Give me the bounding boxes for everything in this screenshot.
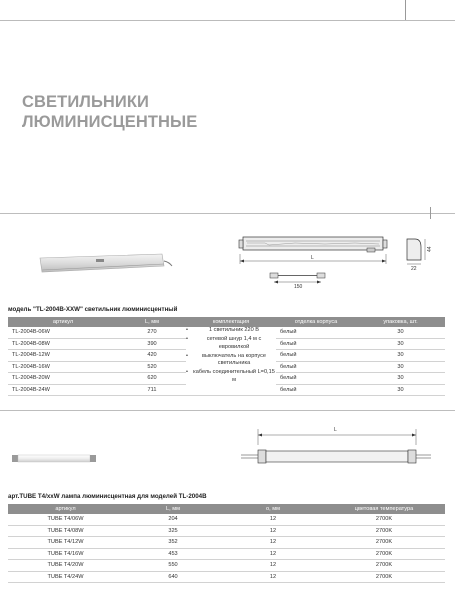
kit-item: • кабель соединительный L=0,15 м xyxy=(186,369,276,384)
table-row xyxy=(8,548,445,560)
cell-length: 352 xyxy=(123,537,223,549)
cell-finish: белый xyxy=(276,361,356,373)
drawing-l-label: L xyxy=(311,255,314,261)
cell-article: TUBE T4/20W xyxy=(8,560,123,572)
header-pack: упаковка, шт. xyxy=(356,317,445,327)
lamp-drawing xyxy=(236,415,436,480)
page-title-line-2: ЛЮМИНИСЦЕНТНЫЕ xyxy=(22,113,198,131)
cell-length: 640 xyxy=(123,571,223,583)
table-row xyxy=(8,560,445,572)
cell-pack: 30 xyxy=(356,350,445,362)
cell-length: 270 xyxy=(118,327,186,338)
cell-length: 711 xyxy=(118,384,186,396)
cell-diameter: 12 xyxy=(223,514,323,525)
cell-color-temp: 2700K xyxy=(323,548,445,560)
lamp-table-header xyxy=(8,504,445,514)
cell-pack: 30 xyxy=(356,327,445,338)
lamp-photo xyxy=(10,448,98,468)
cell-finish: белый xyxy=(276,350,356,362)
cell-color-temp: 2700K xyxy=(323,571,445,583)
cell-diameter: 12 xyxy=(223,525,323,537)
luminaire-drawing xyxy=(235,232,440,292)
table-row xyxy=(8,525,445,537)
drawing-width-label: 22 xyxy=(411,266,417,272)
cell-length: 550 xyxy=(123,560,223,572)
cell-diameter: 12 xyxy=(223,548,323,560)
section-1-rule xyxy=(0,213,455,214)
table-row xyxy=(8,537,445,549)
page-title-line-1: СВЕТИЛЬНИКИ xyxy=(22,93,150,111)
section-1-tick xyxy=(430,207,431,219)
cell-pack: 30 xyxy=(356,384,445,396)
lamp-table xyxy=(8,504,445,583)
section-2-caption: арт.TUBE T4/xxW лампа люминисцентная для моделей TL-2004B xyxy=(8,493,207,500)
drawing-height-label: 44 xyxy=(427,246,433,252)
cell-article: TL-2004B-06W xyxy=(8,327,118,338)
table-row xyxy=(8,571,445,583)
section-2-rule xyxy=(0,410,455,411)
cell-finish: белый xyxy=(276,384,356,396)
drawing-cord-label: 150 xyxy=(294,284,303,290)
top-tick xyxy=(405,0,406,20)
cell-article: TL-2004B-08W xyxy=(8,338,118,350)
cell-finish: белый xyxy=(276,338,356,350)
cell-pack: 30 xyxy=(356,361,445,373)
cell-length: 620 xyxy=(118,373,186,385)
header-article: артикул xyxy=(8,504,123,514)
cell-pack: 30 xyxy=(356,373,445,385)
cell-article: TL-2004B-20W xyxy=(8,373,118,385)
luminaire-table-header xyxy=(8,317,445,327)
kit-list xyxy=(186,327,276,396)
table-row xyxy=(8,514,445,525)
cell-color-temp: 2700K xyxy=(323,525,445,537)
cell-article: TUBE T4/24W xyxy=(8,571,123,583)
cell-length: 520 xyxy=(118,361,186,373)
header-diameter: о, мм xyxy=(223,504,323,514)
table-row xyxy=(8,327,445,338)
lamp-drawing-l-label: L xyxy=(334,427,337,433)
header-color-temp: цветовая температура xyxy=(323,504,445,514)
cell-color-temp: 2700K xyxy=(323,537,445,549)
cell-article: TL-2004B-24W xyxy=(8,384,118,396)
kit-item: • 1 светильник 220 В xyxy=(186,327,276,334)
header-length: L, мм xyxy=(118,317,186,327)
cell-article: TUBE T4/12W xyxy=(8,537,123,549)
section-1-caption: модель "TL-2004B-XXW" светильник люминисцентный xyxy=(8,306,178,313)
cell-finish: белый xyxy=(276,373,356,385)
cell-length: 420 xyxy=(118,350,186,362)
cell-diameter: 12 xyxy=(223,571,323,583)
cell-article: TL-2004B-16W xyxy=(8,361,118,373)
cell-article: TL-2004B-12W xyxy=(8,350,118,362)
cell-finish: белый xyxy=(276,327,356,338)
page-title xyxy=(22,92,197,132)
cell-color-temp: 2700K xyxy=(323,514,445,525)
luminaire-photo xyxy=(36,250,176,276)
header-finish: отделка корпуса xyxy=(276,317,356,327)
cell-diameter: 12 xyxy=(223,537,323,549)
cell-length: 453 xyxy=(123,548,223,560)
top-rule xyxy=(0,20,455,21)
luminaire-table xyxy=(8,317,445,396)
cell-article: TUBE T4/16W xyxy=(8,548,123,560)
cell-article: TUBE T4/06W xyxy=(8,514,123,525)
cell-length: 325 xyxy=(123,525,223,537)
header-kit: комплектация xyxy=(186,317,276,327)
cell-article: TUBE T4/08W xyxy=(8,525,123,537)
cell-pack: 30 xyxy=(356,338,445,350)
kit-item: • выключатель на корпусе светильника xyxy=(186,353,276,368)
cell-length: 390 xyxy=(118,338,186,350)
cell-length: 204 xyxy=(123,514,223,525)
header-article: артикул xyxy=(8,317,118,327)
cell-color-temp: 2700K xyxy=(323,560,445,572)
kit-item: • сетевой шнур 1,4 м с евровилкой xyxy=(186,336,276,351)
header-length: L, мм xyxy=(123,504,223,514)
cell-diameter: 12 xyxy=(223,560,323,572)
